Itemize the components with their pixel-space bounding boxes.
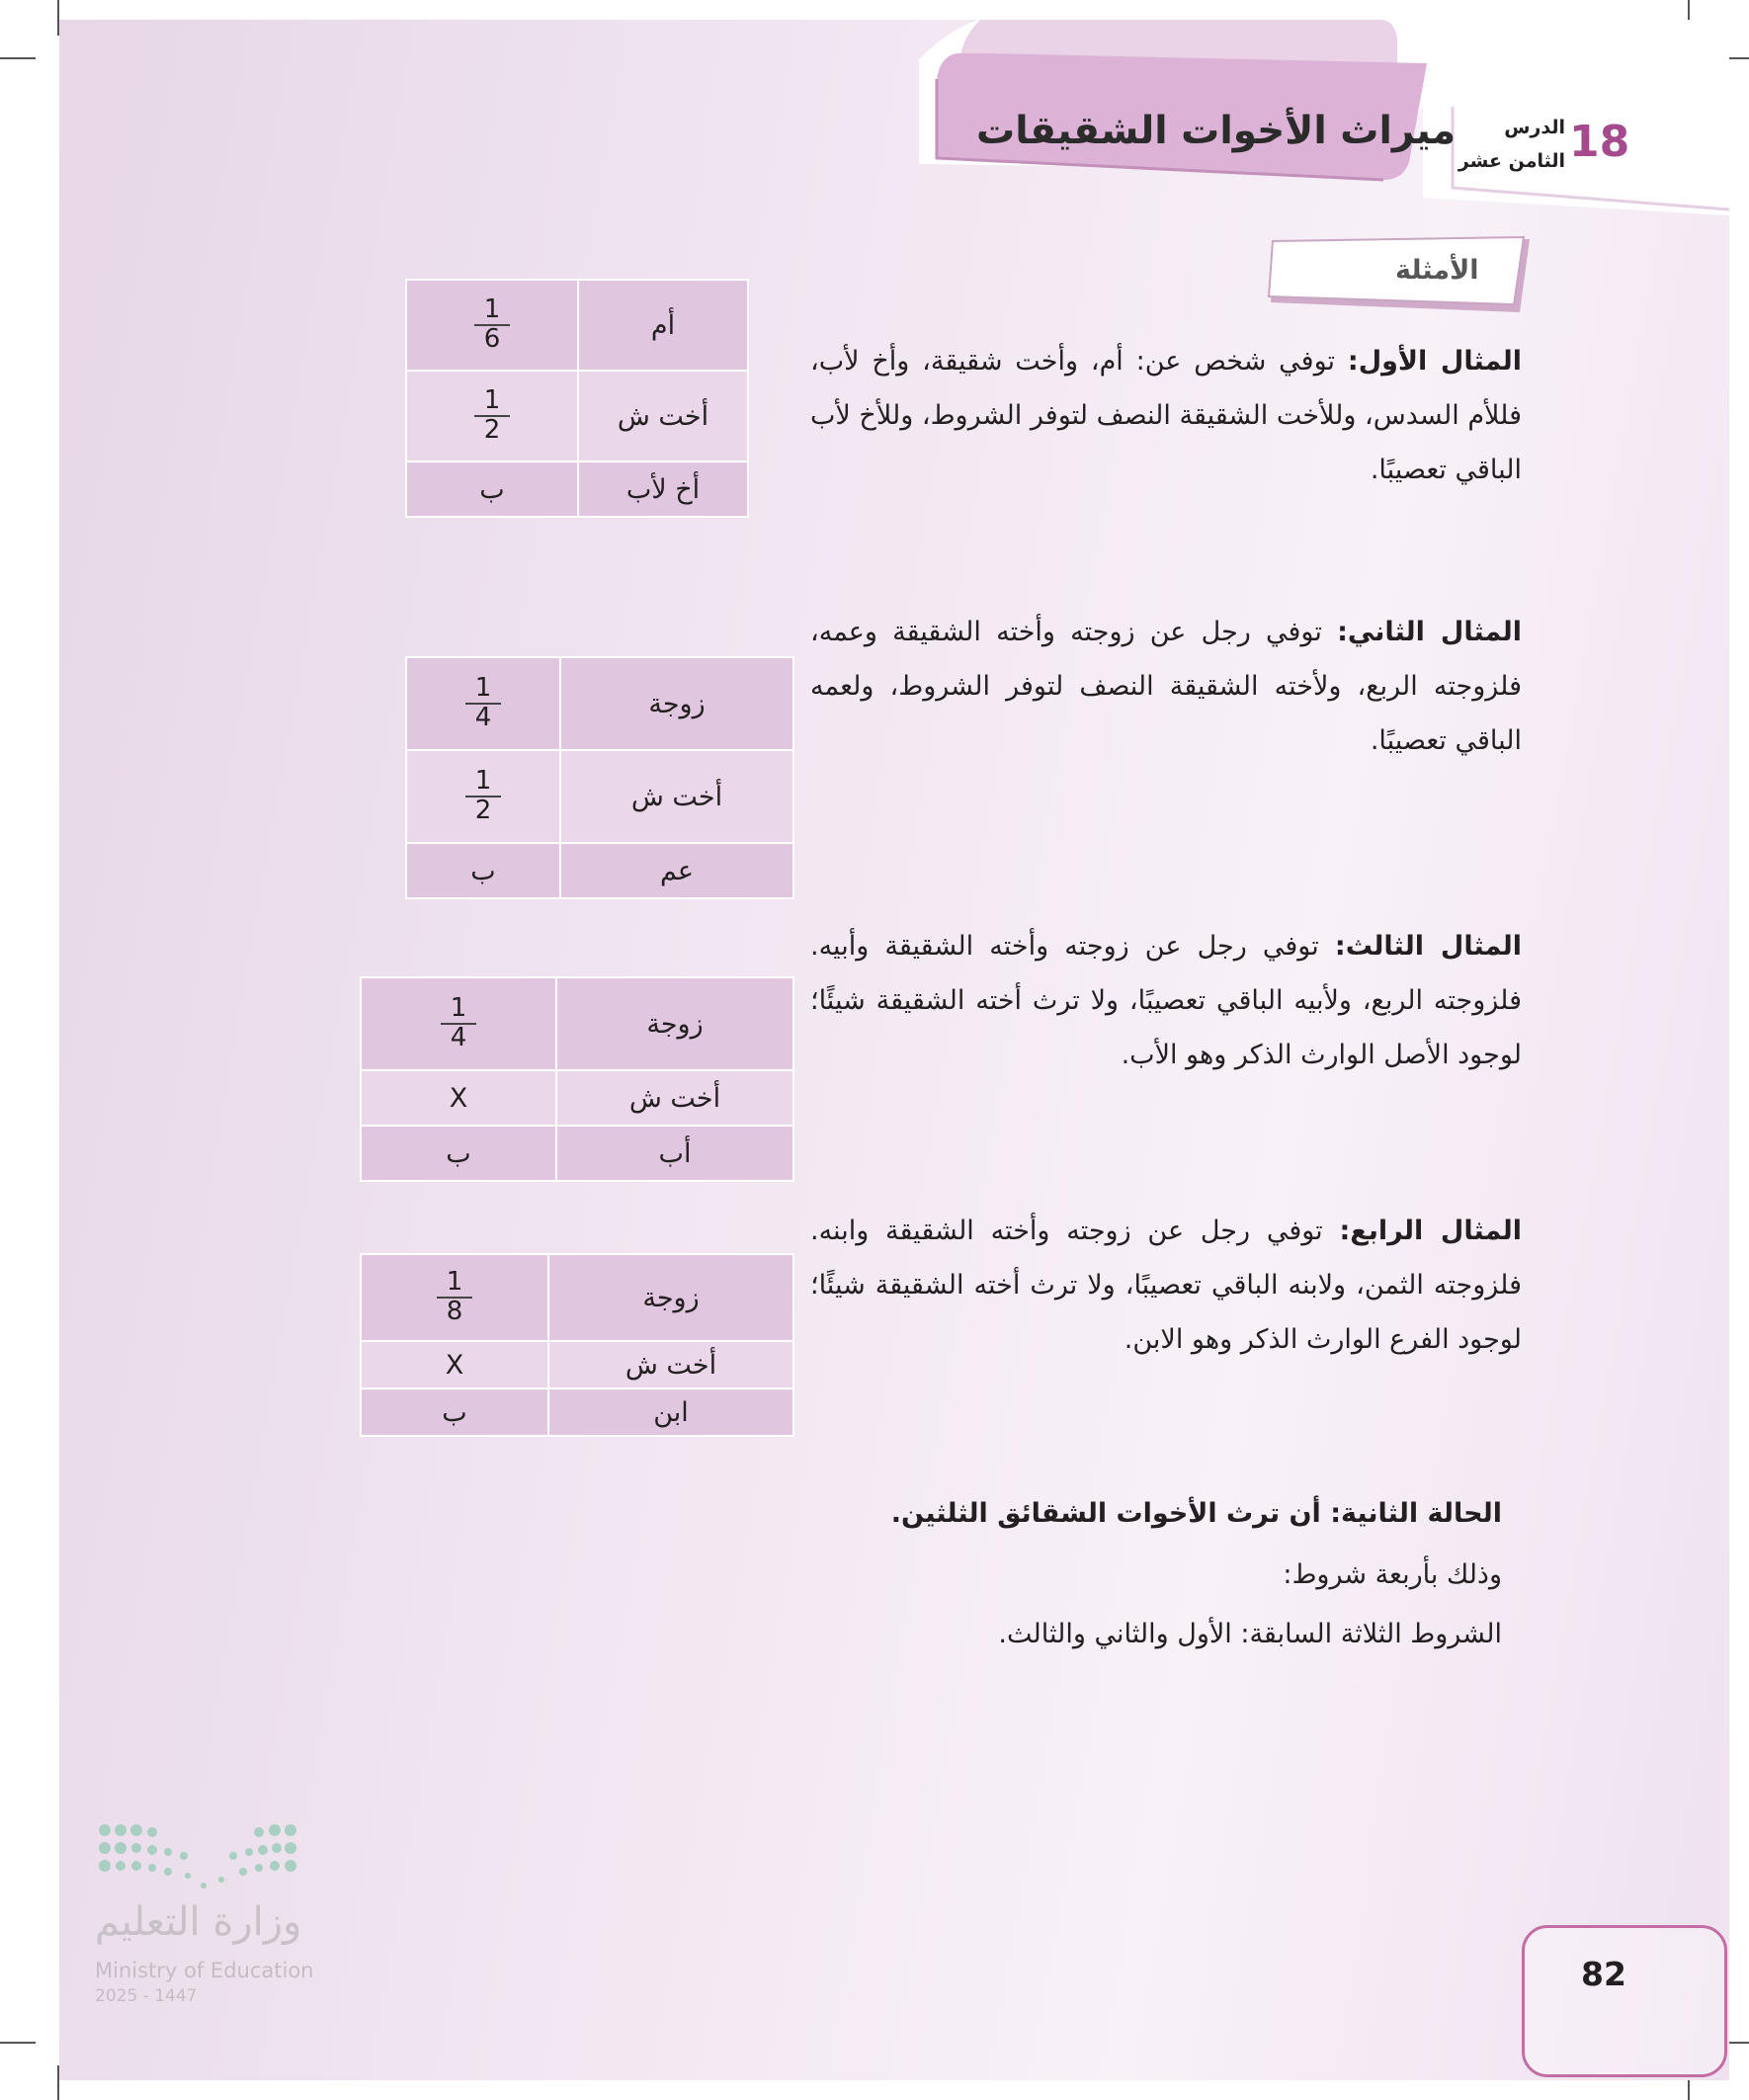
- numerator: 1: [465, 675, 502, 704]
- lesson-label: [1449, 111, 1565, 178]
- example-2-table: [405, 656, 794, 899]
- heir-cell: زوجة: [556, 977, 793, 1070]
- table-row: [406, 843, 793, 898]
- example-1-text: [810, 334, 1522, 497]
- denominator: 4: [450, 1022, 467, 1052]
- example-4-label: المثال الرابع:: [1339, 1216, 1522, 1246]
- table-row: [361, 1388, 793, 1436]
- lesson-label-line-2: الثامن عشر: [1458, 150, 1565, 172]
- heir-cell: عم: [560, 843, 793, 898]
- fraction: [441, 995, 477, 1051]
- share-cell: ب: [361, 1388, 548, 1436]
- table-row: [361, 1070, 793, 1126]
- numerator: 1: [465, 768, 502, 797]
- share-cell: ب: [406, 462, 578, 517]
- example-1-label: المثال الأول:: [1347, 346, 1522, 377]
- table-row: [361, 1126, 793, 1181]
- section-label: الأمثلة: [1395, 255, 1479, 286]
- example-2-text: [810, 605, 1522, 768]
- lesson-title: ميراث الأخوات الشقيقات: [976, 109, 1457, 153]
- share-cell: [361, 977, 556, 1070]
- page-number-box: [1522, 1925, 1727, 2077]
- page-number: 82: [1581, 1955, 1626, 1993]
- example-2-label: المثال الثاني:: [1337, 617, 1522, 647]
- example-3-text: [810, 919, 1522, 1082]
- share-cell: X: [361, 1070, 556, 1126]
- table-row: [361, 1341, 793, 1388]
- heir-cell: أخت ش: [560, 750, 793, 843]
- fraction: [474, 296, 511, 353]
- fraction: [465, 675, 502, 731]
- denominator: 2: [474, 795, 492, 825]
- numerator: 1: [437, 1269, 473, 1298]
- ministry-logo-year: 2025 - 1447: [95, 1986, 198, 2006]
- example-2-body: توفي رجل عن زوجته وأخته الشقيقة وعمه، فلزوجته الربع، ولأخته الشقيقة النصف لتوفر الشروط، ولعمه الباقي تعصيبًا.: [810, 617, 1522, 756]
- fraction: [474, 387, 511, 444]
- lesson-label-line-1: الدرس: [1504, 117, 1565, 138]
- numerator: 1: [474, 296, 511, 325]
- numerator: 1: [474, 387, 511, 416]
- table-row: [406, 462, 748, 517]
- share-cell: [406, 371, 578, 462]
- heir-cell: أخت ش: [548, 1341, 793, 1388]
- numerator: 1: [441, 995, 477, 1024]
- denominator: 6: [483, 323, 501, 354]
- table-row: [406, 280, 748, 371]
- example-4-text: [810, 1204, 1522, 1367]
- example-4-body: توفي رجل عن زوجته وأخته الشقيقة وابنه. فلزوجته الثمن، ولابنه الباقي تعصيبًا، ولا ترث أخته الشقيقة شيئًا؛ لوجود الفرع الوارث الذكر وهو الابن.: [810, 1216, 1522, 1355]
- example-3-table: [360, 976, 794, 1182]
- denominator: 8: [446, 1296, 463, 1326]
- heir-cell: أب: [556, 1126, 793, 1181]
- case-two-line-1: وذلك بأربعة شروط:: [1283, 1559, 1502, 1590]
- example-3-body: توفي رجل عن زوجته وأخته الشقيقة وأبيه. فلزوجته الربع، ولأبيه الباقي تعصيبًا، ولا ترث أخته الشقيقة شيئًا؛ لوجود الأصل الوارث الذكر وهو الأب.: [810, 931, 1522, 1070]
- ministry-logo-dots-icon: [95, 1820, 312, 1899]
- table-row: [361, 1254, 793, 1341]
- table-row: [406, 371, 748, 462]
- lesson-number: 18: [1569, 117, 1630, 167]
- example-4-table: [360, 1253, 794, 1437]
- share-cell: [406, 657, 560, 750]
- heir-cell: أخ لأب: [578, 462, 748, 517]
- fraction: [437, 1269, 473, 1325]
- heir-cell: أخت ش: [578, 371, 748, 462]
- share-cell: ب: [361, 1126, 556, 1181]
- ministry-logo-arabic: وزارة التعليم: [95, 1899, 302, 1945]
- share-cell: [406, 750, 560, 843]
- table-row: [406, 750, 793, 843]
- share-cell: ب: [406, 843, 560, 898]
- example-3-label: المثال الثالث:: [1334, 931, 1522, 962]
- ministry-logo-english: Ministry of Education: [95, 1959, 314, 1982]
- heir-cell: زوجة: [548, 1254, 793, 1341]
- heir-cell: زوجة: [560, 657, 793, 750]
- table-row: [406, 657, 793, 750]
- denominator: 4: [474, 702, 492, 732]
- heir-cell: ابن: [548, 1388, 793, 1436]
- denominator: 2: [483, 414, 501, 445]
- table-row: [361, 977, 793, 1070]
- crop-mark: [0, 2042, 36, 2044]
- share-cell: [406, 280, 578, 371]
- share-cell: X: [361, 1341, 548, 1388]
- fraction: [465, 768, 502, 824]
- heir-cell: أخت ش: [556, 1070, 793, 1126]
- case-two-heading: الحالة الثانية: أن ترث الأخوات الشقائق الثلثين.: [890, 1498, 1502, 1529]
- share-cell: [361, 1254, 548, 1341]
- example-1-table: [405, 279, 749, 518]
- case-two-line-2: الشروط الثلاثة السابقة: الأول والثاني والثالث.: [998, 1619, 1502, 1649]
- example-1-body: توفي شخص عن: أم، وأخت شقيقة، وأخ لأب، فللأم السدس، وللأخت الشقيقة النصف لتوفر الشروط، وللأخ لأب الباقي تعصيبًا.: [810, 346, 1522, 485]
- heir-cell: أم: [578, 280, 748, 371]
